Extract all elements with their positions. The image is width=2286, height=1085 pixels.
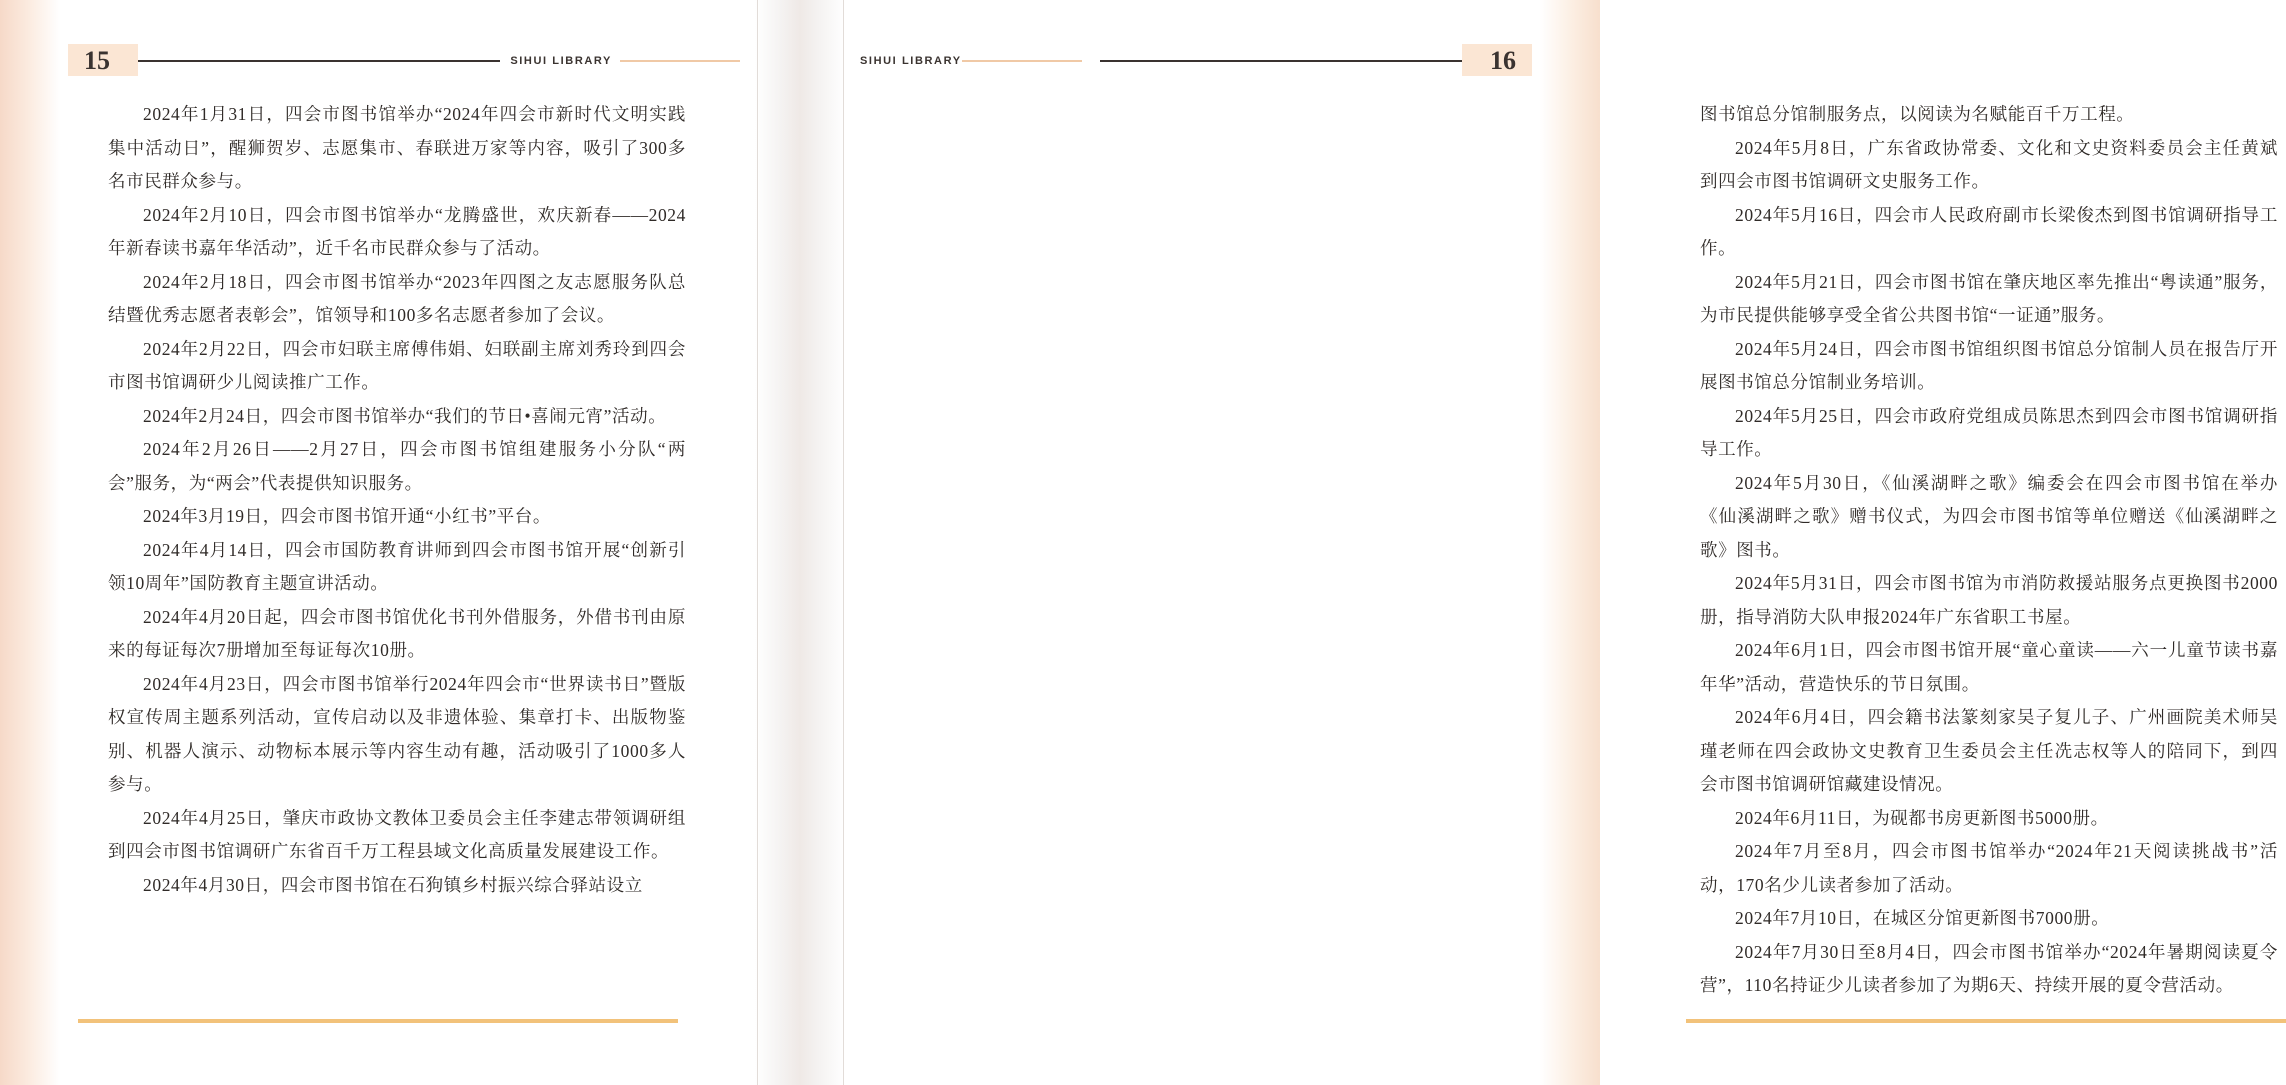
paragraph: 2024年4月30日，四会市图书馆在石狗镇乡村振兴综合驿站设立 <box>143 874 643 895</box>
paragraph: 2024年6月4日，四会籍书法篆刻家吴子复儿子、广州画院美术师吴瑾老师在四会政协文史教育卫生委员会主任冼志权等人的陪同下，到四会市图书馆调研馆藏建设情况。 <box>1700 707 2278 794</box>
paragraph: 2024年6月1日，四会市图书馆开展“童心童读——六一儿童节读书嘉年华”活动，营造快乐的节日氛围。 <box>1700 640 2278 694</box>
right-brand-label: SIHUI LIBRARY <box>860 55 962 67</box>
paragraph: 2024年5月25日，四会市政府党组成员陈思杰到四会市图书馆调研指导工作。 <box>1700 405 2278 459</box>
paragraph: 2024年4月14日，四会市国防教育讲师到四会市图书馆开展“创新引领10周年”国防教育主题宣讲活动。 <box>108 539 686 593</box>
right-page-header <box>860 44 1522 78</box>
paragraph: 2024年1月31日，四会市图书馆举办“2024年四会市新时代文明实践集中活动日”，醒狮贺岁、志愿集市、春联进万家等内容，吸引了300多名市民群众参与。 <box>108 104 686 191</box>
paragraph: 图书馆总分馆制服务点，以阅读为名赋能百千万工程。 <box>1700 104 2135 124</box>
paragraph: 2024年5月24日，四会市图书馆组织图书馆总分馆制人员在报告厅开展图书馆总分馆制业务培训。 <box>1700 338 2278 392</box>
paragraph: 2024年7月30日至8月4日，四会市图书馆举办“2024年暑期阅读夏令营”，110名持证少儿读者参加了为期6天、持续开展的夏令营活动。 <box>1700 941 2278 995</box>
paragraph: 2024年6月11日，为砚都书房更新图书5000册。 <box>1735 807 2109 828</box>
left-footer-bar <box>78 1019 678 1023</box>
paragraph: 2024年3月19日，四会市图书馆开通“小红书”平台。 <box>143 506 551 526</box>
right-header-accent-rule <box>962 60 1082 62</box>
gutter-edge-left <box>757 0 758 1085</box>
paragraph: 2024年2月22日，四会市妇联主席傅伟娟、妇联副主席刘秀玲到四会市图书馆调研少儿阅读推广工作。 <box>108 338 686 392</box>
left-brand-label: SIHUI LIBRARY <box>510 55 612 67</box>
paragraph: 2024年4月20日起，四会市图书馆优化书刊外借服务，外借书刊由原来的每证每次7册增加至每证每次10册。 <box>108 606 686 660</box>
left-page-body <box>108 98 686 902</box>
right-page-body <box>1700 98 2278 1003</box>
left-page-header <box>78 44 740 78</box>
right-header-rule <box>1100 60 1474 62</box>
paragraph: 2024年4月23日，四会市图书馆举行2024年四会市“世界读书日”暨版权宣传周主题系列活动，宣传启动以及非遗体验、集章打卡、出版物鉴别、机器人演示、动物标本展示等内容生动有趣，活动吸引了1000多人参与。 <box>108 673 686 794</box>
right-page <box>800 0 2278 1085</box>
paragraph: 2024年2月18日，四会市图书馆举办“2023年四图之友志愿服务队总结暨优秀志愿者表彰会”，馆领导和100多名志愿者参加了会议。 <box>108 271 686 325</box>
paragraph: 2024年2月24日，四会市图书馆举办“我们的节日•喜闹元宵”活动。 <box>143 405 667 426</box>
left-header-rule <box>126 60 500 62</box>
right-page-number-text: 16 <box>1490 46 1516 75</box>
paragraph: 2024年5月16日，四会市人民政府副市长梁俊杰到图书馆调研指导工作。 <box>1700 204 2278 258</box>
paragraph: 2024年5月30日，《仙溪湖畔之歌》编委会在四会市图书馆在举办《仙溪湖畔之歌》赠书仪式，为四会市图书馆等单位赠送《仙溪湖畔之歌》图书。 <box>1700 472 2278 560</box>
paragraph: 2024年5月21日，四会市图书馆在肇庆地区率先推出“粤读通”服务，为市民提供能够享受全省公共图书馆“一证通”服务。 <box>1700 271 2278 325</box>
paragraph: 2024年7月10日，在城区分馆更新图书7000册。 <box>1735 908 2110 928</box>
gutter-edge-right <box>843 0 844 1085</box>
paragraph: 2024年5月8日，广东省政协常委、文化和文史资料委员会主任黄斌到四会市图书馆调研文史服务工作。 <box>1700 137 2278 191</box>
paragraph: 2024年2月10日，四会市图书馆举办“龙腾盛世，欢庆新春——2024年新春读书嘉年华活动”，近千名市民群众参与了活动。 <box>108 204 686 258</box>
left-header-accent-rule <box>620 60 740 62</box>
paragraph: 2024年7月至8月，四会市图书馆举办“2024年21天阅读挑战书”活动，170名少儿读者参加了活动。 <box>1700 841 2278 895</box>
paragraph: 2024年2月26日——2月27日，四会市图书馆组建服务小分队“两会”服务，为“两会”代表提供知识服务。 <box>108 439 686 493</box>
right-footer-bar <box>1686 1019 2286 1023</box>
right-folio-container <box>1484 44 1522 78</box>
paragraph: 2024年5月31日，四会市图书馆为市消防救援站服务点更换图书2000册，指导消防大队申报2024年广东省职工书屋。 <box>1700 573 2278 627</box>
paragraph: 2024年4月25日，肇庆市政协文教体卫委员会主任李建志带领调研组到四会市图书馆调研广东省百千万工程县域文化高质量发展建设工作。 <box>108 807 686 861</box>
left-page <box>0 0 800 1085</box>
left-page-number-text: 15 <box>84 46 110 75</box>
left-folio-container <box>78 44 116 78</box>
